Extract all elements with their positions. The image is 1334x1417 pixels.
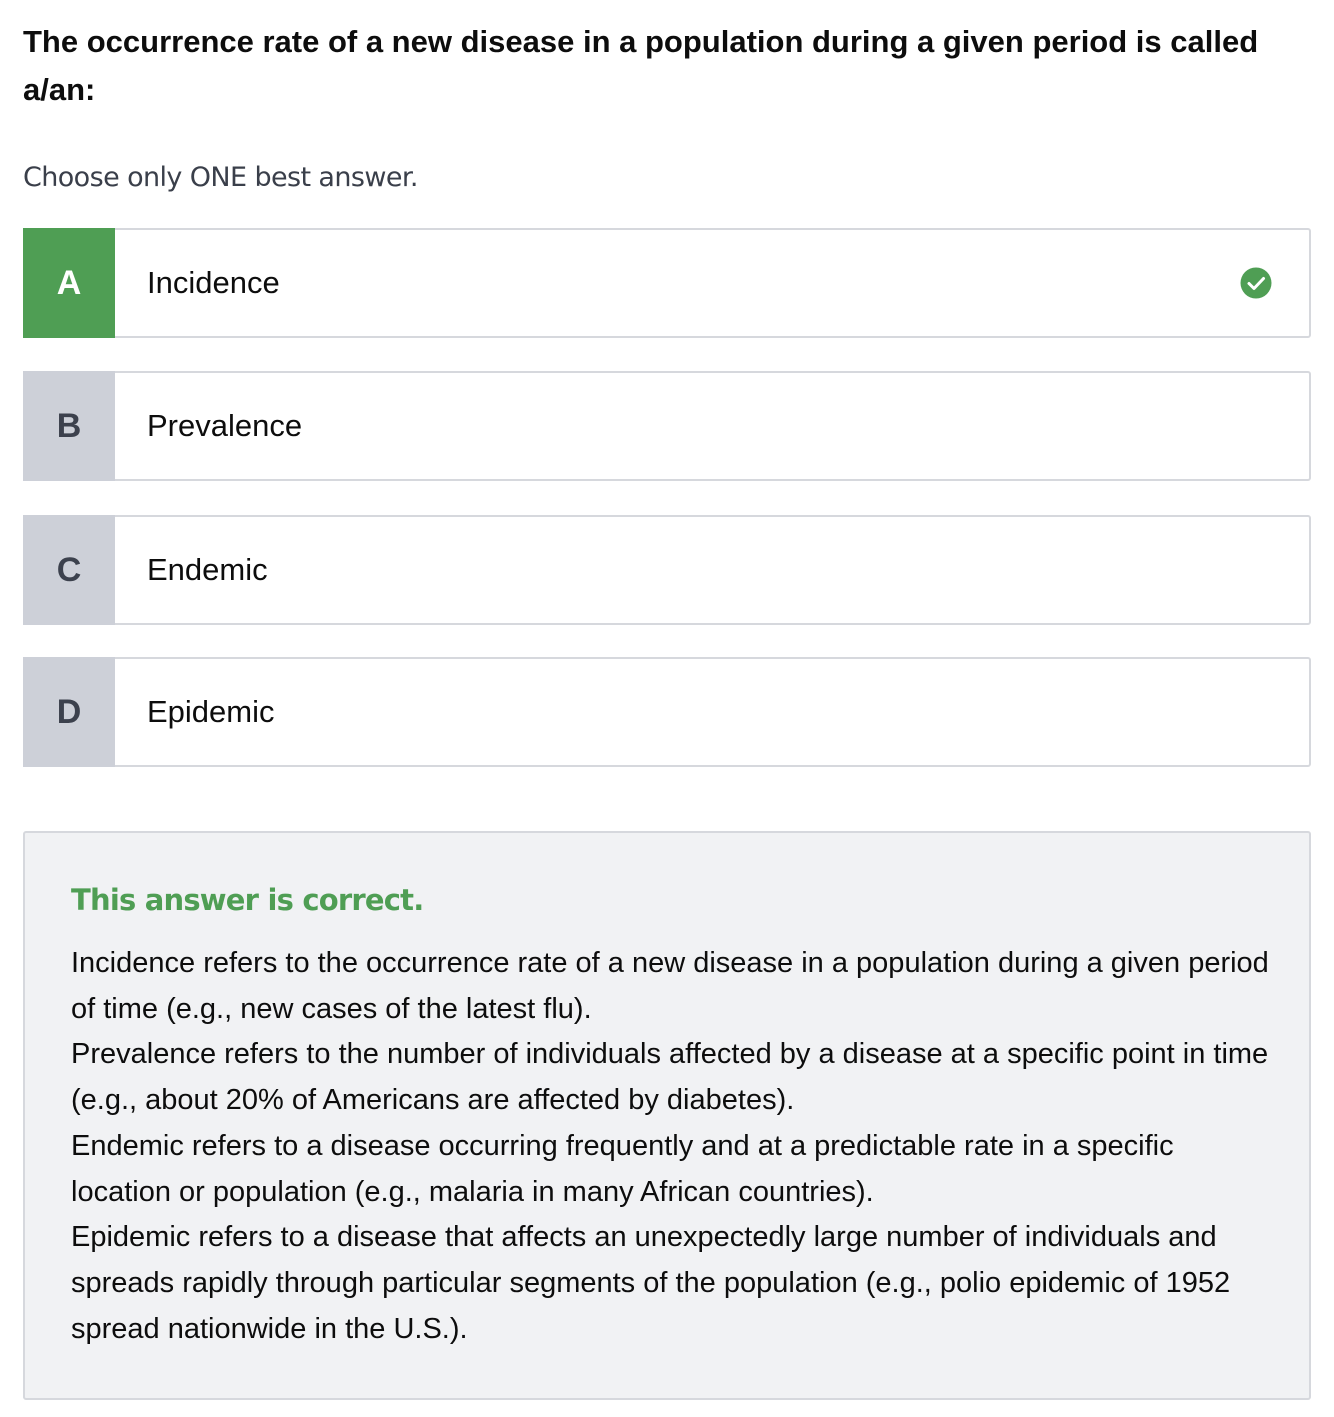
feedback-panel — [23, 831, 1311, 1400]
answer-instruction: Choose only ONE best answer. — [23, 162, 418, 193]
option-text-a: Incidence — [147, 265, 280, 300]
explanation-epidemic: Epidemic refers to a disease that affects an unexpectedly large number of individuals and spreads rapidly through particular segments of the population (e.g., polio epidemic of 1952 spread nationwide in the U.S.). — [71, 1221, 1231, 1345]
explanation-prevalence: Prevalence refers to the number of individuals affected by a disease at a specific point in time (e.g., about 20% of Americans are affected by diabetes). — [71, 1038, 1269, 1117]
question-text: The occurrence rate of a new disease in a population during a given period is called a/an: — [23, 24, 1259, 107]
option-letter-a: A — [23, 228, 115, 338]
option-text-b: Prevalence — [147, 408, 303, 443]
feedback-title: This answer is correct. — [71, 883, 424, 917]
option-text-c: Endemic — [147, 552, 268, 587]
option-b[interactable] — [23, 371, 1311, 481]
option-text-d: Epidemic — [147, 694, 275, 729]
explanation-incidence: Incidence refers to the occurrence rate of a new disease in a population during a given period of time (e.g., new cases of the latest flu). — [71, 947, 1269, 1025]
option-d[interactable] — [23, 657, 1311, 767]
explanation-endemic: Endemic refers to a disease occurring frequently and at a predictable rate in a specific location or population (e.g., malaria in many African countries). — [71, 1129, 1174, 1208]
feedback-explanation — [71, 941, 1271, 1352]
option-letter-b: B — [23, 371, 115, 481]
option-letter-d: D — [23, 657, 115, 767]
option-letter-c: C — [23, 515, 115, 625]
option-a[interactable] — [23, 228, 1311, 338]
check-circle-icon — [1240, 267, 1272, 299]
option-c[interactable] — [23, 515, 1311, 625]
